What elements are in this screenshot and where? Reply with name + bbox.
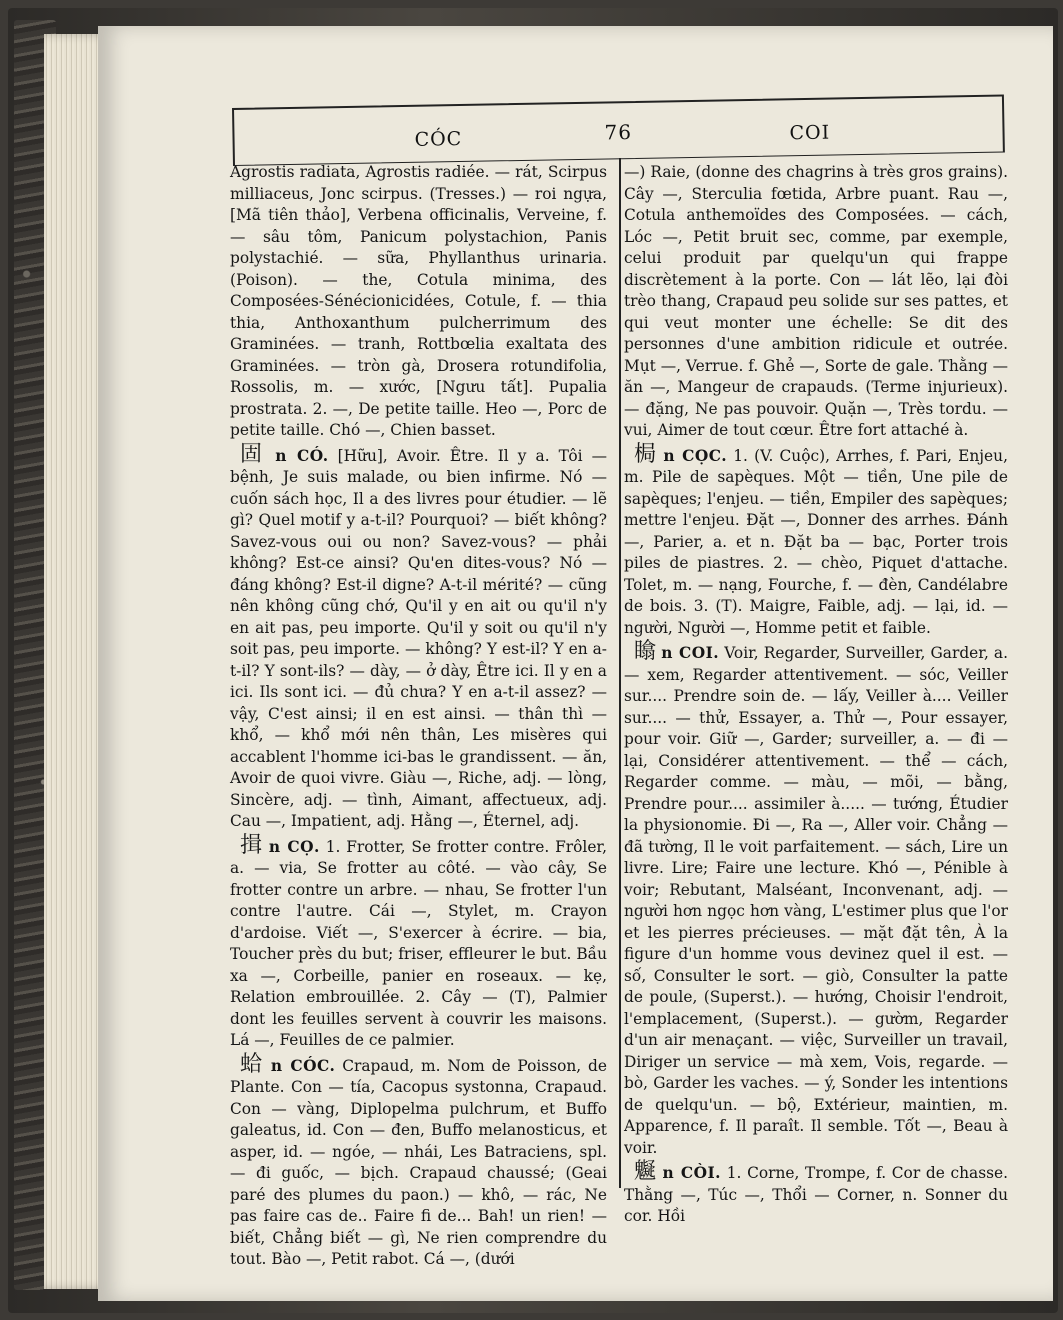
chinese-character: 梮 (634, 441, 658, 467)
chinese-character: 䁯 (634, 639, 657, 664)
headword: n CỌC. (663, 446, 728, 465)
chinese-character: 固 (240, 441, 267, 467)
entry-co (230, 441, 607, 833)
headword: n CÒI. (662, 1164, 722, 1182)
headword: n CÓ. (275, 446, 329, 465)
continued-entry: Agrostis radiata, Agrostis radiée. — rát, Scirpus milliaceus, Jonc scirpus. (Tresses.) — roi ngựa, [Mã tiên thảo], Verbena officinalis, Verveine, f. — sâu tôm, Panicum polystachion, Panis polystachié. — sữa, Phyllanthus urinaria. (Poison). — the, Cotula minima, des Composées-Sénécionicidées, Cotule, f. — thia thia, Anthoxanthum pulcherrimum des Graminées. — tranh, Rottbœlia exaltata des Graminées. — tròn gà, Drosera rotundifolia, Rossolis, m. — xước, [Ngưu tất]. Pupalia prostrata. 2. —, De petite taille. Heo —, Porc de petite taille. Chó —, Chien basset. (230, 163, 607, 439)
definition: [Hữu], Avoir. Être. Il y a. Tôi — bệnh, Je suis malade, ou bien infirme. Nó — cuốn sách học, Il a des livres pour étudier. — lẽ gì? Quel motif y a-t-il? Pourquoi? — biết không? Savez-vous oui ou non? Savez-vous? — phải không? Est-ce ainsi? Qu'en dites-vous? Nó — đáng không? Est-il digne? A-t-il mérité? — cũng nên không cũng chớ, Qu'il y en ait ou qu'il n'y en ait pas, peu importe. Qu'il y soit ou qu'il n'y soit pas, peu importe. — không? Y est-il? Y en a-t-il? Y sont-ils? — dày, — ở dày, Être ici. Il y en a ici. Ils sont ici. — đủ chưa? Y en a-t-il assez? — vậy, C'est ainsi; il en est ainsi. — thân thì — khổ, — khổ mới nên thân, Les misères qui accablent l'homme ici-bas le grandissent. — ăn, Avoir de quoi vivre. Giàu —, Riche, adj. — lòng, Sincère, adj. — tình, Aimant, affectueux, adj. Cau —, Impatient, adj. Hằng —, Éternel, adj. (230, 446, 607, 830)
entry-coi (624, 639, 1008, 1159)
headword: n CÓC. (270, 1056, 336, 1075)
entry-coi-corne (624, 1159, 1008, 1228)
definition: 1. Frotter, Se frotter contre. Frôler, a. — via, Se frotter au côté. — vào cây, Se frotter contre un arbre. — nhau, Se frotter l'un contre l'autre. Cái —, Stylet, m. Crayon d'ardoise. Viết —, S'exercer à écrire. — bia, Toucher près du but; friser, effleurer le but. Bầu xa —, Corbeille, panier en roseaux. — kẹ, Relation embrouillée. 2. Cây — (T), Palmier dont les feuilles servent à couvrir les maisons. Lá —, Feuilles de ce palmier. (230, 837, 607, 1049)
chinese-character: 蛤 (240, 1051, 264, 1077)
definition: Crapaud, m. Nom de Poisson, de Plante. Con — tía, Cacopus systonna, Crapaud. Con — vàng, Diplopelma pulchrum, et Buffo galeatus, id. Con — đen, Buffo melanosticus, et asper, id. — ngóe, — nhái, Les Batraciens, spl. — đi guốc, — bịch. Crapaud chaussé; (Geai paré des plumes du paon.) — khô, — rác, Ne pas faire cas de.. Faire fi de... Bah! un rien! — biết, Chẳng biết — gì, Ne rien comprendre du tout. Bào —, Petit rabot. Cá —, (dưới (230, 1056, 607, 1268)
column-divider (619, 158, 621, 1188)
entry-coc (230, 1051, 607, 1271)
definition: 1. (V. Cuộc), Arrhes, f. Pari, Enjeu, m. Pile de sapèques. Một — tiền, Une pile de sapèques; l'enjeu. — tiền, Empiler des sapèques; mettre l'enjeu. Đặt —, Donner des arrhes. Đánh —, Parier, a. et n. Đặt ba — bạc, Porter trois piles de piastres. 2. — chèo, Piquet d'attache. Tolet, m. — nạng, Fourche, f. — đèn, Candélabre de bois. 3. (T). Maigre, Faible, adj. — lại, id. — người, Người —, Homme petit et faible. (624, 446, 1008, 637)
definition: 1. Corne, Trompe, f. Cor de chasse. Thằng —, Túc —, Thổi — Corner, n. Sonner du cor. Hồi (624, 1164, 1008, 1225)
right-guide-word: COI (789, 121, 831, 145)
continued-entry: —) Raie, (donne des chagrins à très gros grains). Cây —, Sterculia fœtida, Arbre puant. Rau —, Cotula anthemoïdes des Composées. — cách, Lóc —, Petit bruit sec, comme, par exemple, celui produit par quelqu'un qui frappe discrètement à la porte. Con — lát lẽo, lại đòi trèo thang, Crapaud peu solide sur ses pattes, et qui veut monter une échelle: Se dit des personnes d'une ambition ridicule et outrée. Mụt —, Verrue. f. Ghẻ —, Sorte de gale. Thằng — ăn —, Mangeur de crapauds. (Terme injurieux). — đặng, Ne pas pouvoir. Quặn —, Très tordu. — vui, Aimer de tout cœur. Être fort attaché à. (624, 163, 1009, 439)
right-column (624, 162, 1009, 1225)
left-column (230, 162, 607, 1268)
chinese-character: 䰯 (634, 1159, 657, 1184)
page-number: 76 (604, 120, 633, 145)
entry-co-frotter (230, 832, 607, 1052)
headword: n CỌ. (268, 837, 320, 856)
chinese-character: 揖 (240, 832, 263, 858)
definition: Voir, Regarder, Surveiller, Garder, a. — xem, Regarder attentivement. — sóc, Veiller sur.... Prendre soin de. — lấy, Veiller à.... Veiller sur.... — thử, Essayer, a. Thử —, Pour essayer, pour voir. Giữ —, Garder; surveiller, a. — đi — lại, Considérer attentivement. — thể — cách, Regarder comme. — màu, — mõi, — bằng, Prendre pour.... assimiler à..... — tướng, Étudier la physionomie. Đi —, Ra —, Aller voir. Chẳng — đã tường, Il le voit parfaitement. — sách, Lire un livre. Lire; Faire une lecture. Khó —, Pénible à voir; Rebutant, Malséant, Inconvenant, adj. — người hơn ngọc hơn vàng, L'estimer plus que l'or et les pierres précieuses. — mặt đặt tên, À la figure d'un homme vous devinez quel il est. — số, Consulter le sort. — giò, Consulter la patte de poule, (Superst.). — hướng, Choisir l'endroit, l'emplacement, (Superst.). — gườm, Regarder d'un air menaçant. — việc, Surveiller un travail, Diriger un service — mà xem, Vois, regarde. — bò, Garder les vaches. — ý, Sonder les intentions de quelqu'un. — bộ, Extérieur, maintien, m. Apparence, f. Il paraît. Il semble. Tốt —, Beau à voir. (624, 644, 1008, 1157)
entry-coc-arrhes (624, 441, 1008, 640)
left-guide-word: CÓC (414, 127, 463, 151)
headword: n COI. (661, 644, 720, 662)
